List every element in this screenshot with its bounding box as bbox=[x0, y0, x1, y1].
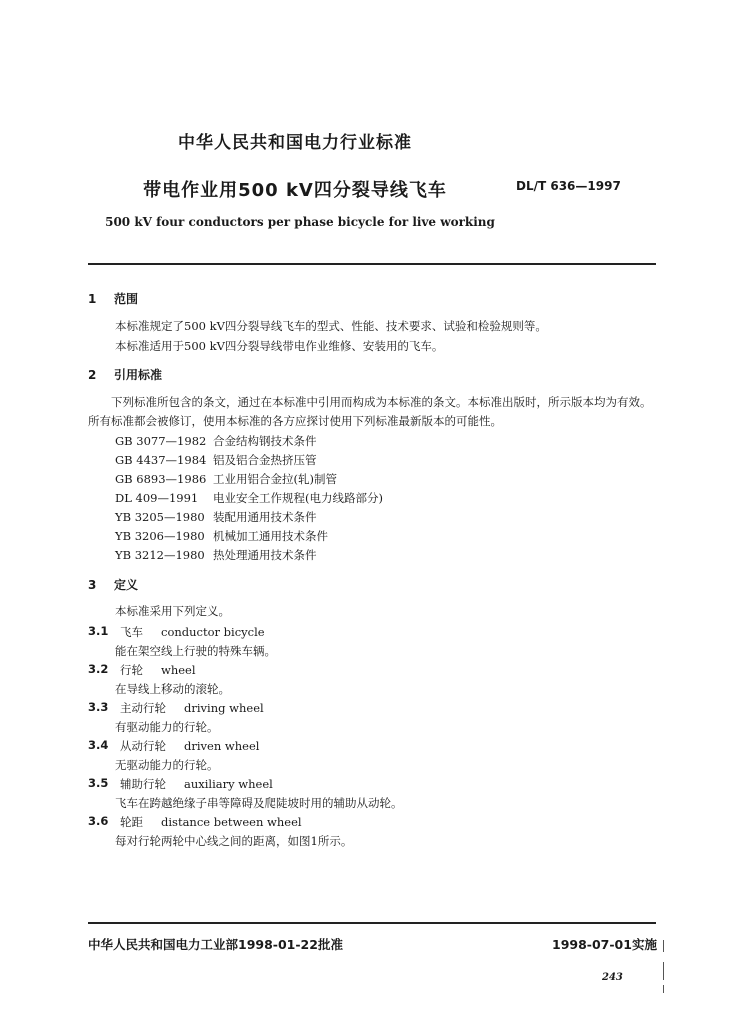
standard-code: DL/T 636—1997 bbox=[516, 179, 621, 193]
section-2-intro: 下列标准所包含的条文，通过在本标准中引用而构成为本标准的条文。本标准出版时，所示版本均为有效。所有标准都会被修订，使用本标准的各方应探讨使用下列标准最新版本的可能性。 bbox=[88, 395, 652, 428]
term-english: driving wheel bbox=[184, 701, 264, 715]
term-english: distance between wheel bbox=[161, 815, 302, 829]
definition-description: 有驱动能力的行轮。 bbox=[115, 720, 219, 734]
definition-number: 3.5 bbox=[88, 776, 109, 790]
definition-term bbox=[120, 814, 302, 830]
term-chinese: 行轮 bbox=[120, 663, 143, 677]
section-1-paragraph: 本标准规定了500 kV四分裂导线飞车的型式、性能、技术要求、试验和检验规则等。 bbox=[115, 319, 547, 333]
definition-number: 3.1 bbox=[88, 624, 109, 638]
header-divider bbox=[88, 263, 656, 265]
term-english: wheel bbox=[161, 663, 196, 677]
scan-edge-mark bbox=[663, 962, 664, 980]
definition-term bbox=[120, 738, 259, 754]
page-number: 243 bbox=[602, 972, 623, 983]
section-2-heading bbox=[88, 366, 162, 383]
reference-name: 铝及铝合金热挤压管 bbox=[213, 453, 317, 467]
reference-item bbox=[115, 471, 337, 487]
definition-number: 3.3 bbox=[88, 700, 109, 714]
footer-divider bbox=[88, 922, 656, 924]
section-1-heading bbox=[88, 290, 138, 307]
reference-name: 热处理通用技术条件 bbox=[213, 548, 317, 562]
implementation-date: 1998-07-01实施 bbox=[552, 937, 657, 952]
standard-title-english: 500 kV four conductors per phase bicycle for live working bbox=[105, 215, 495, 229]
section-title: 定义 bbox=[114, 578, 139, 592]
reference-item bbox=[115, 509, 317, 525]
scan-edge-mark bbox=[663, 985, 664, 993]
reference-name: 合金结构钢技术条件 bbox=[213, 434, 317, 448]
scan-edge-mark bbox=[663, 940, 664, 952]
reference-item bbox=[115, 547, 317, 563]
definition-number: 3.6 bbox=[88, 814, 109, 828]
reference-item bbox=[115, 433, 317, 449]
reference-code: DL 409—1991 bbox=[115, 491, 199, 505]
definition-term bbox=[120, 662, 196, 678]
section-title: 引用标准 bbox=[114, 368, 163, 382]
definition-term bbox=[120, 700, 264, 716]
term-english: driven wheel bbox=[184, 739, 260, 753]
definition-number: 3.4 bbox=[88, 738, 109, 752]
standard-title-chinese: 带电作业用500 kV四分裂导线飞车 bbox=[143, 180, 447, 201]
reference-name: 工业用铝合金拉(轧)制管 bbox=[213, 472, 337, 486]
section-number: 3 bbox=[88, 578, 97, 592]
reference-item bbox=[115, 452, 317, 468]
reference-item bbox=[115, 490, 383, 506]
definition-number: 3.2 bbox=[88, 662, 109, 676]
section-number: 1 bbox=[88, 292, 97, 306]
term-chinese: 从动行轮 bbox=[120, 739, 166, 753]
section-title: 范围 bbox=[114, 292, 139, 306]
definition-description: 飞车在跨越绝缘子串等障碍及爬陡坡时用的辅助从动轮。 bbox=[115, 796, 403, 810]
reference-code: GB 4437—1984 bbox=[115, 453, 207, 467]
term-chinese: 主动行轮 bbox=[120, 701, 166, 715]
section-3-heading bbox=[88, 576, 138, 593]
definition-term bbox=[120, 624, 265, 640]
reference-code: GB 6893—1986 bbox=[115, 472, 207, 486]
reference-name: 装配用通用技术条件 bbox=[213, 510, 317, 524]
definition-description: 能在架空线上行驶的特殊车辆。 bbox=[115, 644, 276, 658]
section-1-paragraph: 本标准适用于500 kV四分裂导线带电作业维修、安装用的飞车。 bbox=[115, 339, 444, 353]
term-chinese: 辅助行轮 bbox=[120, 777, 166, 791]
reference-code: GB 3077—1982 bbox=[115, 434, 207, 448]
definition-description: 在导线上移动的滚轮。 bbox=[115, 682, 230, 696]
term-chinese: 飞车 bbox=[120, 625, 143, 639]
definition-term bbox=[120, 776, 273, 792]
reference-code: YB 3206—1980 bbox=[115, 529, 205, 543]
issuing-organization: 中华人民共和国电力行业标准 bbox=[178, 133, 412, 153]
approval-date: 中华人民共和国电力工业部1998-01-22批准 bbox=[88, 937, 343, 952]
reference-name: 电业安全工作规程(电力线路部分) bbox=[213, 491, 383, 505]
reference-item bbox=[115, 528, 328, 544]
term-chinese: 轮距 bbox=[120, 815, 143, 829]
reference-code: YB 3205—1980 bbox=[115, 510, 205, 524]
term-english: auxiliary wheel bbox=[184, 777, 273, 791]
reference-name: 机械加工通用技术条件 bbox=[213, 529, 328, 543]
reference-code: YB 3212—1980 bbox=[115, 548, 205, 562]
section-number: 2 bbox=[88, 368, 97, 382]
definition-description: 无驱动能力的行轮。 bbox=[115, 758, 219, 772]
definition-description: 每对行轮两轮中心线之间的距离，如图1所示。 bbox=[115, 834, 353, 848]
section-3-intro: 本标准采用下列定义。 bbox=[115, 604, 230, 618]
term-english: conductor bicycle bbox=[161, 625, 265, 639]
